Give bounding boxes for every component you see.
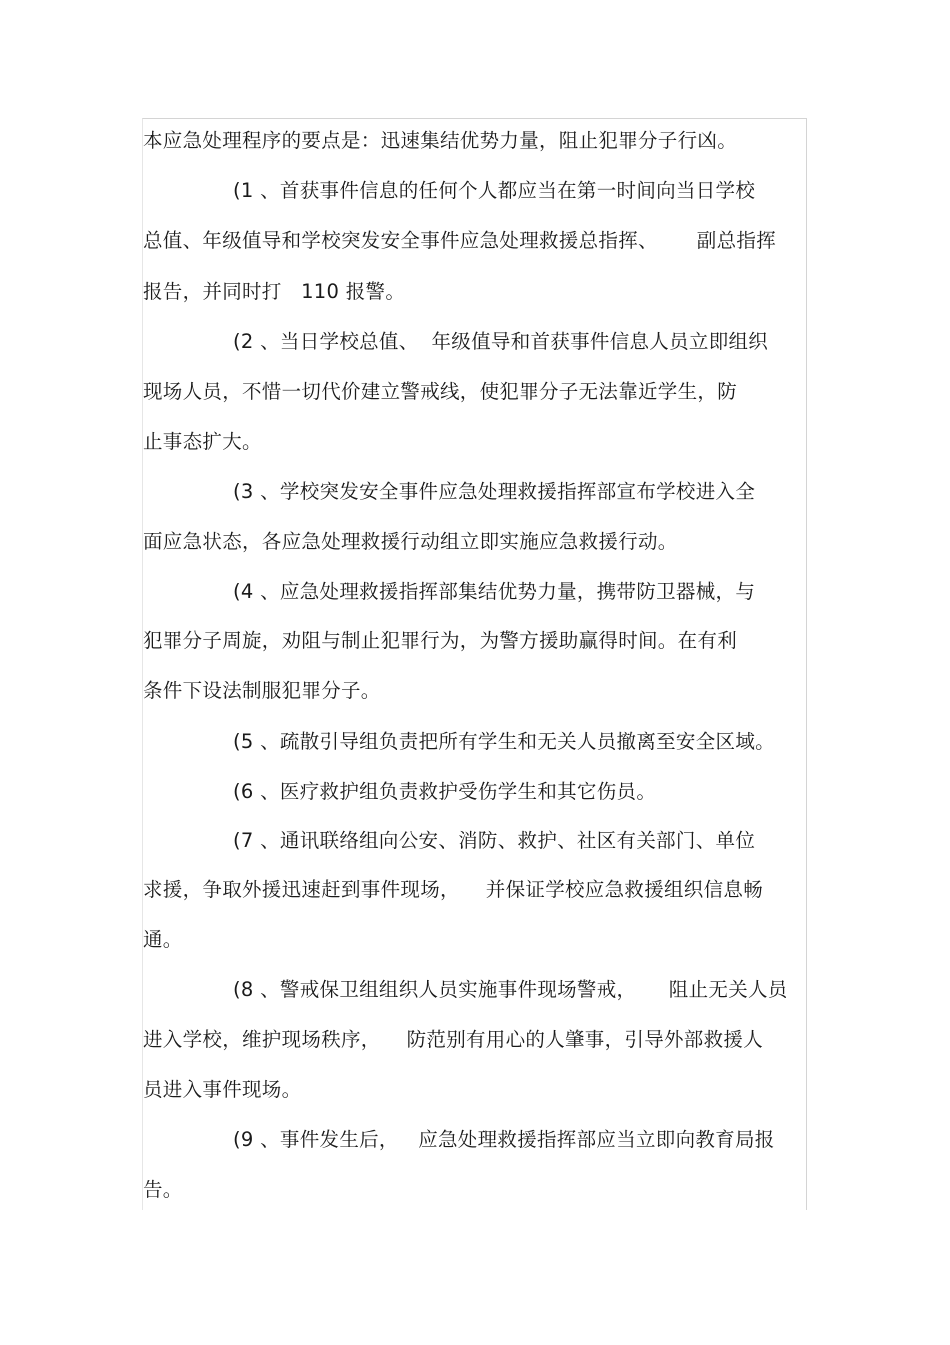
item-4-line-1: (4 、应急处理救援指挥部集结优势力量，携带防卫器械，与	[233, 580, 756, 603]
item-1-line-2: 总值、年级值导和学校突发安全事件应急处理救援总指挥、 副总指挥	[143, 229, 776, 252]
item-2-line-2: 现场人员，不惜一切代价建立警戒线，使犯罪分子无法靠近学生，防	[143, 380, 738, 403]
item-8-line-2: 进入学校，维护现场秩序， 防范别有用心的人肇事，引导外部救援人	[143, 1028, 763, 1051]
item-5-line-1: (5 、疏散引导组负责把所有学生和无关人员撤离至安全区域。	[233, 730, 775, 753]
intro-line: 本应急处理程序的要点是：迅速集结优势力量，阻止犯罪分子行凶。	[143, 129, 738, 152]
item-7-line-3: 通。	[143, 928, 183, 951]
item-2-line-3: 止事态扩大。	[143, 430, 262, 453]
item-9-line-1: (9 、事件发生后， 应急处理救援指挥部应当立即向教育局报	[233, 1128, 775, 1151]
item-9-line-2: 告。	[143, 1178, 183, 1201]
item-7-line-1: (7 、通讯联络组向公安、消防、救护、社区有关部门、单位	[233, 829, 756, 852]
item-3-line-2: 面应急状态，各应急处理救援行动组立即实施应急救援行动。	[143, 530, 678, 553]
item-1-line-1: (1 、首获事件信息的任何个人都应当在第一时间向当日学校	[233, 179, 756, 202]
item-4-line-2: 犯罪分子周旋，劝阻与制止犯罪行为，为警方援助赢得时间。在有利	[143, 629, 738, 652]
item-8-line-1: (8 、警戒保卫组组织人员实施事件现场警戒， 阻止无关人员	[233, 978, 788, 1001]
item-7-line-2: 求援，争取外援迅速赶到事件现场， 并保证学校应急救援组织信息畅	[143, 878, 763, 901]
item-8-line-3: 员进入事件现场。	[143, 1078, 302, 1101]
item-2-line-1: (2 、当日学校总值、 年级值导和首获事件信息人员立即组织	[233, 330, 769, 353]
item-6-line-1: (6 、医疗救护组负责救护受伤学生和其它伤员。	[233, 780, 657, 803]
item-1-line-3: 报告，并同时打 110 报警。	[143, 280, 406, 303]
item-4-line-3: 条件下设法制服犯罪分子。	[143, 679, 381, 702]
item-3-line-1: (3 、学校突发安全事件应急处理救援指挥部宣布学校进入全	[233, 480, 756, 503]
